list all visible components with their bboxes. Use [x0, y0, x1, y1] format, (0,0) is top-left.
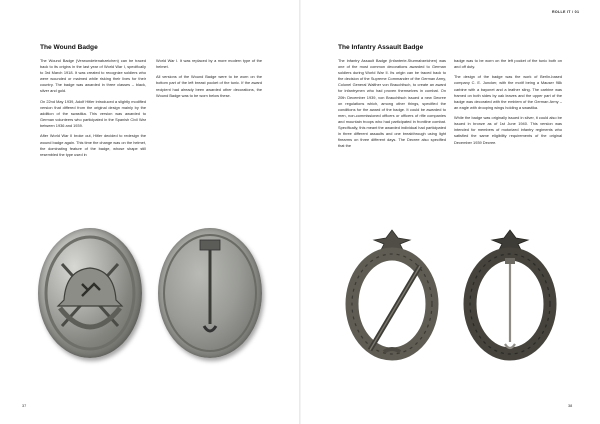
wound-badge-back-icon: [158, 228, 262, 358]
paragraph: World War I. It was replaced by a more modern type of the helmet.: [156, 58, 262, 70]
infantry-badge-column-2: [454, 58, 562, 150]
infantry-assault-badge-back-icon: [458, 222, 562, 362]
infantry-badge-title: The Infantry Assault Badge: [338, 44, 424, 51]
infantry-assault-badge-front-icon: [340, 222, 444, 362]
infantry-badge-column-1: [338, 58, 446, 154]
infantry-badge-front-photo: [340, 222, 444, 362]
right-page: [300, 0, 600, 424]
infantry-badge-back-photo: [458, 222, 562, 362]
page-number-right: 38: [568, 404, 573, 408]
paragraph: While the badge was originally issued in silver, it could also be issued in bronze as of 1st June 1940. This version was intended for members of motorized infantry regiments who satisfied the same eligibility requirements of the original December 1939 Decree.: [454, 115, 562, 145]
paragraph: On 22nd May 1939, Adolf Hitler introduced a slightly modified version that differed from the original design mainly by the addition of the swastika. This version was awarded to German volunteers who participated in the Spanish Civil War between 1936 and 1939.: [40, 98, 146, 129]
paragraph: The Wound Badge (Verwundetenabzeichen) can be traced back to its origins in the last year of World War I, specifically to 3rd March 1918. It was created to recognize soldiers who were wounded or maimed while risking their lives for their country. The badge was awarded in three classes – black, silver and gold.: [40, 58, 146, 94]
paragraph: The design of the badge was the work of Berlin-based company C. E. Juncker, with the motif being a Mauser 98k carbine with a bayonet and a leather sling. The carbine was framed on both sides by oak leaves and the upper part of the badge was decorated with the emblem of the German Army – an eagle with drooping wings holding a swastika.: [454, 74, 562, 110]
wound-badge-column-2: [156, 58, 262, 103]
running-header: ROLLE IT / 01: [552, 10, 580, 14]
wound-badge-front-icon: [38, 228, 142, 358]
wound-badge-title: The Wound Badge: [40, 44, 98, 51]
paragraph: badge was to be worn on the left pocket of the tunic both on and off duty.: [454, 58, 562, 70]
page-number-left: 37: [22, 404, 27, 408]
paragraph: The Infantry Assault Badge (Infanterie-Sturmabzeichen) was one of the most common decorations awarded to German soldiers during World War II. Its origin can be traced back to the decision of the Supreme Commander of the German Army, Colonel General Walther von Brauchitsch, to create an award for infantrymen who had proven themselves in combat. On 20th December 1939, von Brauchitsch issued a new Decree on regulations which, among other things, specified the conditions for the award of the badge. It could be awarded to men, non-commissioned officers or officers of rifle companies and mountain troops who had participated in frontline combat. Specifically, this meant the awarded individual had participated in three different assaults and one breakthrough using light firearms on three different days. The Decree also specified that the: [338, 58, 446, 149]
paragraph: After World War II broke out, Hitler decided to redesign the wound badge again. This time the change was on the helmet, the dominating feature of the badge, whose shape still resembled the type used in: [40, 133, 146, 157]
paragraph: All versions of the Wound Badge were to be worn on the bottom part of the left breast pocket of the tunic. If the award recipient had already been awarded other decorations, the Wound Badge was to be worn below these.: [156, 74, 262, 98]
wound-badge-back-photo: [158, 228, 262, 358]
wound-badge-front-photo: [38, 228, 142, 358]
wound-badge-column-1: [40, 58, 146, 162]
